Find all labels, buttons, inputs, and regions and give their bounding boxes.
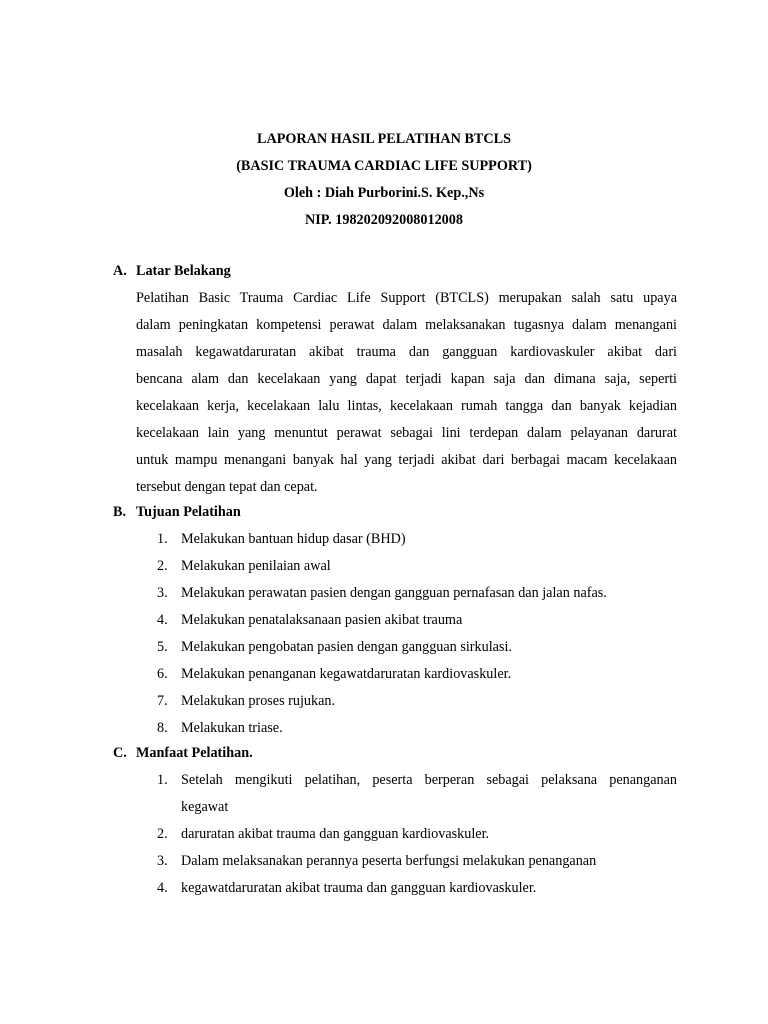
list-number: 3. [157, 585, 168, 601]
list-number: 4. [157, 612, 168, 628]
list-text: Melakukan proses rujukan. [181, 693, 336, 709]
section-letter: C. [113, 745, 127, 761]
list-number: 7. [157, 693, 168, 709]
list-item [0, 821, 768, 848]
section-title: Manfaat Pelatihan. [136, 745, 253, 761]
document-title: LAPORAN HASIL PELATIHAN BTCLS [257, 131, 511, 147]
list-item [0, 661, 768, 688]
list-number: 2. [157, 558, 168, 574]
list-number: 2. [157, 826, 168, 842]
paragraph-line: masalah kegawatdaruratan akibat trauma dan gangguan kardiovaskuler akibat dari [136, 344, 677, 360]
list-text: Melakukan bantuan hidup dasar (BHD) [181, 531, 406, 547]
paragraph-line: bencana alam dan kecelakaan yang dapat terjadi kapan saja dan dimana saja, seperti [136, 371, 677, 387]
list-number: 4. [157, 880, 168, 896]
numbered-list [0, 526, 768, 742]
paragraph-line: dalam peningkatan kompetensi perawat dalam melaksanakan tugasnya dalam menangani [136, 317, 677, 333]
section-title: Tujuan Pelatihan [136, 504, 241, 520]
list-item [0, 848, 768, 875]
paragraph-line: kecelakaan lain yang menuntut perawat sebagai lini terdepan dalam pelayanan darurat [136, 425, 677, 441]
section-heading [0, 499, 768, 526]
list-item [0, 715, 768, 742]
list-item [0, 580, 768, 607]
list-text: Melakukan penilaian awal [181, 558, 331, 574]
numbered-list [0, 767, 768, 902]
list-text: Melakukan triase. [181, 720, 283, 736]
list-number: 8. [157, 720, 168, 736]
section-letter: A. [113, 263, 127, 279]
document-title-block [0, 126, 768, 234]
section-heading [0, 258, 768, 285]
section-paragraph [136, 285, 677, 501]
list-number: 3. [157, 853, 168, 869]
section-manfaat-pelatihan [0, 740, 768, 902]
list-item [0, 634, 768, 661]
list-text: Melakukan pengobatan pasien dengan gangguan sirkulasi. [181, 639, 512, 655]
document-author: Oleh : Diah Purborini.S. Kep.,Ns [283, 185, 485, 201]
list-text: Dalam melaksanakan perannya peserta berfungsi melakukan penanganan [181, 853, 597, 869]
list-number: 6. [157, 666, 168, 682]
list-number: 5. [157, 639, 168, 655]
paragraph-line: tersebut dengan tepat dan cepat. [136, 479, 318, 495]
paragraph-line: kecelakaan kerja, kecelakaan lalu lintas, kecelakaan rumah tangga dan banyak kejadian [136, 398, 677, 414]
list-text-line: Setelah mengikuti pelatihan, peserta berperan sebagai pelaksana penanganan [181, 772, 677, 788]
list-text [181, 767, 677, 821]
list-number: 1. [157, 531, 168, 547]
list-text: kegawatdaruratan akibat trauma dan gangguan kardiovaskuler. [181, 880, 537, 896]
list-text: Melakukan penatalaksanaan pasien akibat trauma [181, 612, 463, 628]
list-item [0, 875, 768, 902]
paragraph-line: Pelatihan Basic Trauma Cardiac Life Support (BTCLS) merupakan salah satu upaya [136, 290, 677, 306]
section-heading [0, 740, 768, 767]
list-text: Melakukan penanganan kegawatdaruratan kardiovaskuler. [181, 666, 512, 682]
list-item [0, 553, 768, 580]
section-tujuan-pelatihan [0, 499, 768, 742]
document-subtitle: (BASIC TRAUMA CARDIAC LIFE SUPPORT) [236, 158, 532, 174]
list-item [0, 688, 768, 715]
section-title: Latar Belakang [136, 263, 231, 279]
list-item [0, 607, 768, 634]
section-latar-belakang [0, 258, 768, 501]
list-text-line: kegawat [181, 799, 229, 815]
paragraph-line: untuk mampu menangani banyak hal yang terjadi akibat dari berbagai macam kecelakaan [136, 452, 677, 468]
list-text: Melakukan perawatan pasien dengan gangguan pernafasan dan jalan nafas. [181, 585, 607, 601]
list-item [0, 526, 768, 553]
list-number: 1. [157, 772, 168, 788]
section-letter: B. [113, 504, 127, 520]
list-item [0, 767, 768, 821]
document-nip: NIP. 198202092008012008 [305, 212, 463, 228]
list-text: daruratan akibat trauma dan gangguan kardiovaskuler. [181, 826, 490, 842]
